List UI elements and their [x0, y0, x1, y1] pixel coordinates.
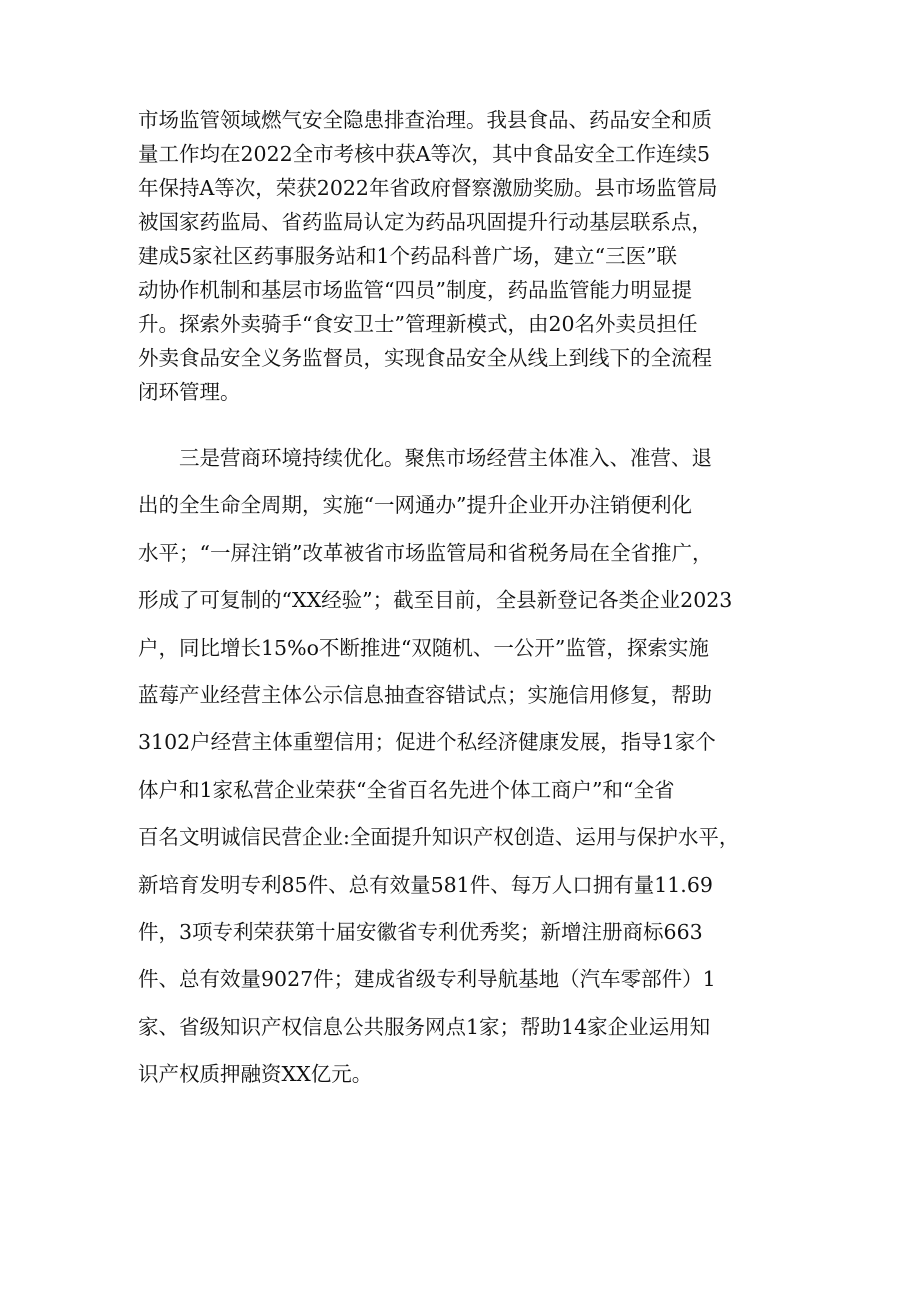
- text-line: 体户和1家私营企业荣获“全省百名先进个体工商户”和“全省: [138, 777, 675, 802]
- text-line: 被国家药监局、省药监局认定为药品巩固提升行动基层联系点，: [138, 210, 712, 234]
- text-line: 动协作机制和基层市场监管“四员”制度，药品监管能力明显提: [138, 278, 692, 302]
- text-line: 闭环管理。: [138, 380, 241, 404]
- text-line: 件、总有效量9027件；建成省级专利导航基地（汽车零部件）1: [138, 967, 716, 992]
- text-line: 量工作均在2022全市考核中获A等次，其中食品安全工作连续5: [138, 142, 711, 166]
- text-line: 识产权质押融资XX亿元。: [138, 1062, 373, 1087]
- text-line: 升。探索外卖骑手“食安卫士”管理新模式，由20名外卖员担任: [138, 312, 698, 336]
- text-line: 市场监管领域燃气安全隐患排查治理。我县食品、药品安全和质: [138, 108, 712, 132]
- paragraph-business-environment: [138, 435, 788, 1098]
- text-line: 三是营商环境持续优化。聚焦市场经营主体准入、准营、退: [138, 446, 712, 470]
- text-line: 建成5家社区药事服务站和1个药品科普广场，建立“三医”联: [138, 244, 678, 268]
- text-line: 新培育发明专利85件、总有效量581件、每万人口拥有量11.69: [138, 872, 713, 897]
- text-line: 3102户经营主体重塑信用；促进个私经济健康发展，指导1家个: [138, 730, 716, 755]
- text-line: 户，同比增长15%o不断推进“双随机、一公开”监管，探索实施: [138, 635, 709, 660]
- text-line: 家、省级知识产权信息公共服务网点1家；帮助14家企业运用知: [138, 1014, 711, 1039]
- text-line: 出的全生命全周期，实施“一网通办”提升企业开办注销便利化: [138, 493, 692, 518]
- text-line: 件，3项专利荣获第十届安徽省专利优秀奖；新增注册商标663: [138, 919, 703, 944]
- paragraph-market-supervision: [138, 103, 788, 409]
- text-line: 水平；“一屏注销”改革被省市场监管局和省税务局在全省推广，: [138, 540, 713, 565]
- text-line: 蓝莓产业经营主体公示信息抽查容错试点；实施信用修复，帮助: [138, 682, 712, 707]
- text-line: 年保持A等次，荣获2022年省政府督察激励奖励。县市场监管局: [138, 176, 718, 200]
- text-line: 百名文明诚信民营企业:全面提升知识产权创造、运用与保护水平，: [138, 825, 740, 850]
- text-line: 形成了可复制的“XX经验”；截至目前，全县新登记各类企业2023: [138, 588, 733, 613]
- text-line: 外卖食品安全义务监督员，实现食品安全从线上到线下的全流程: [138, 346, 712, 370]
